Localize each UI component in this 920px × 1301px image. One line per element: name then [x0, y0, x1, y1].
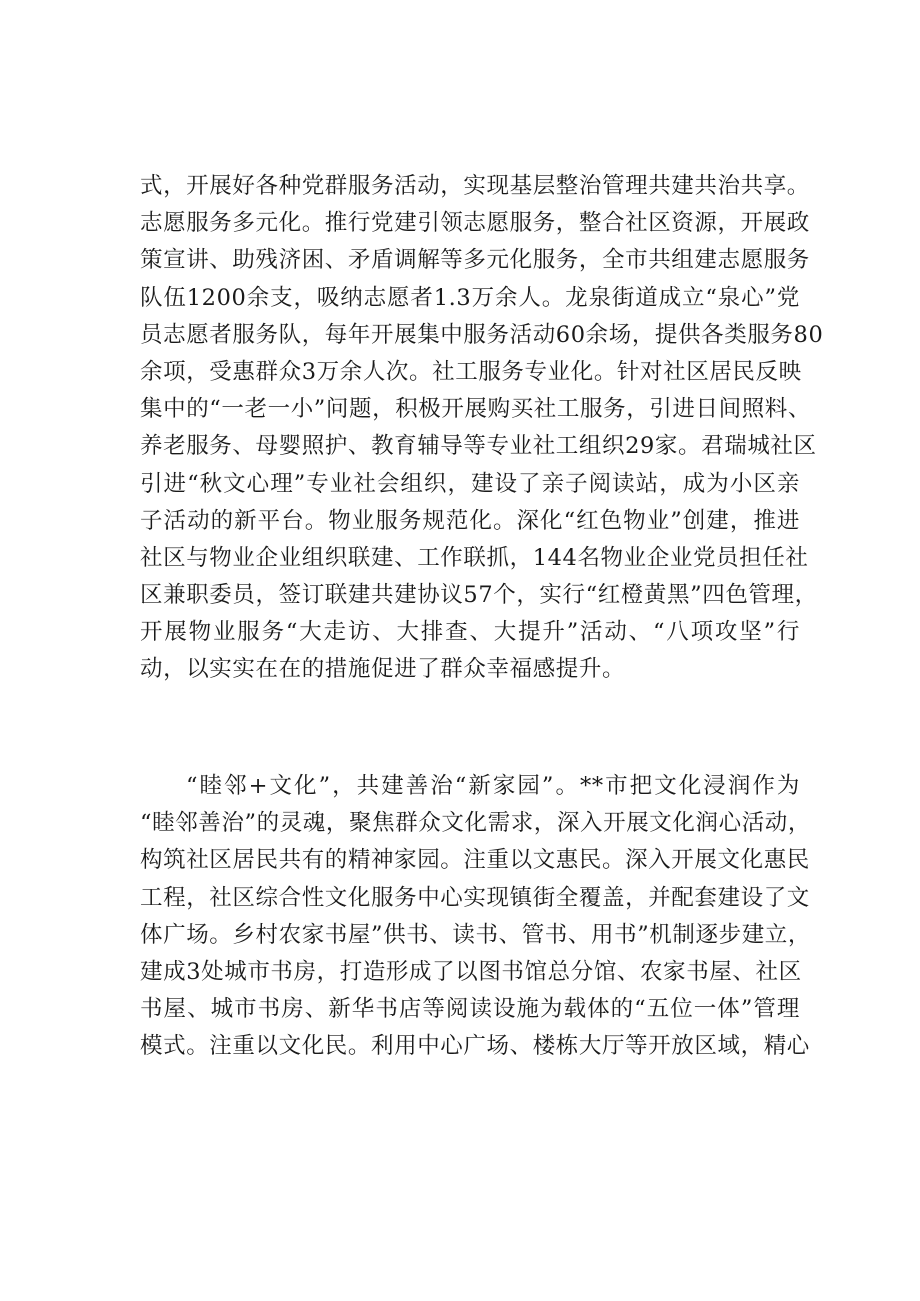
paragraph-line: 体广场。乡村农家书屋”供书、读书、管书、用书”机制逐步建立， [140, 921, 812, 948]
paragraph-line: 引进“秋文心理”专业社会组织，建设了亲子阅读站，成为小区亲 [140, 470, 800, 497]
paragraph-line: 策宣讲、助残济困、矛盾调解等多元化服务，全市共组建志愿服务 [140, 247, 810, 274]
paragraph-line: 开展物业服务“大走访、大排查、大提升”活动、“八项攻坚”行 [140, 619, 800, 646]
paragraph-line: 志愿服务多元化。推行党建引领志愿服务，整合社区资源，开展政 [140, 210, 810, 237]
paragraph-line: 员志愿者服务队，每年开展集中服务活动60余场，提供各类服务80 [140, 321, 824, 348]
paragraph-line: “睦邻+文化”，共建善治“新家园”。**市把文化浸润作为 [186, 773, 800, 799]
paragraph-line: 模式。注重以文化民。利用中心广场、楼栋大厅等开放区域，精心 [140, 1033, 810, 1060]
paragraph-line: 队伍1200余支，吸纳志愿者1.3万余人。龙泉街道成立“泉心”党 [140, 284, 800, 311]
paragraph-line: 社区与物业企业组织联建、工作联抓，144名物业企业党员担任社 [140, 544, 809, 571]
paragraph-line: 建成3处城市书房，打造形成了以图书馆总分馆、农家书屋、社区 [140, 958, 802, 985]
paragraph-line: 子活动的新平台。物业服务规范化。深化“红色物业”创建，推进 [140, 507, 800, 534]
paragraph-line: 动，以实实在在的措施促进了群众幸福感提升。 [140, 656, 626, 683]
paragraph-line: “睦邻善治”的灵魂，聚焦群众文化需求，深入开展文化润心活动， [140, 810, 812, 837]
paragraph-line: 区兼职委员，签订联建共建协议57个，实行“红橙黄黑”四色管理， [140, 582, 818, 609]
paragraph-line: 余项，受惠群众3万余人次。社工服务专业化。针对社区居民反映 [140, 358, 802, 385]
body-paragraph-volunteer-services [140, 168, 824, 689]
paragraph-line: 式，开展好各种党群服务活动，实现基层整治管理共建共治共享。 [140, 173, 810, 199]
paragraph-line: 集中的“一老一小”问题，积极开展购买社工服务，引进日间照料、 [140, 396, 812, 423]
paragraph-line: 工程，社区综合性文化服务中心实现镇街全覆盖，并配套建设了文 [140, 884, 810, 911]
body-paragraph-culture-homeland [140, 768, 812, 1066]
paragraph-line: 书屋、城市书房、新华书店等阅读设施为载体的“五位一体”管理 [140, 996, 800, 1023]
paragraph-line: 构筑社区居民共有的精神家园。注重以文惠民。深入开展文化惠民 [140, 847, 810, 874]
paragraph-line: 养老服务、母婴照护、教育辅导等专业社工组织29家。君瑞城社区 [140, 433, 817, 460]
